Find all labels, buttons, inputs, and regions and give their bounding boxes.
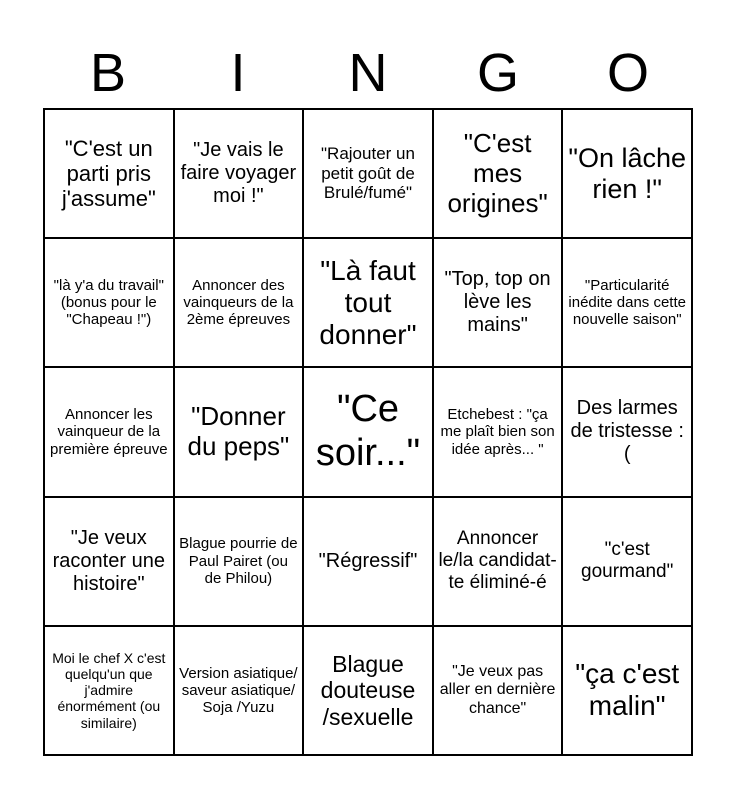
bingo-cell[interactable]	[433, 238, 563, 367]
bingo-cell[interactable]	[44, 626, 174, 755]
bingo-cell-text: Annoncer des vainqueurs de la 2ème épreuves	[183, 276, 294, 329]
bingo-cell-text: Version asiatique/ saveur asiatique/ Soja /Yuzu	[179, 664, 298, 717]
bingo-cell-text: Blague pourrie de Paul Pairet (ou de Philou)	[179, 535, 298, 587]
bingo-cell[interactable]	[562, 497, 692, 626]
bingo-cell-text: Des larmes de tristesse :(	[570, 397, 684, 466]
bingo-cell-text: Annoncer les vainqueur de la première épreuve	[50, 406, 168, 458]
bingo-cell[interactable]	[44, 238, 174, 367]
bingo-cell[interactable]	[303, 367, 433, 496]
bingo-cell[interactable]	[562, 109, 692, 238]
bingo-cell-text: "Donner du peps"	[187, 401, 290, 461]
bingo-cell[interactable]	[174, 238, 304, 367]
bingo-cell-text: Blague douteuse /sexuelle	[320, 650, 416, 730]
bingo-cell[interactable]	[174, 367, 304, 496]
bingo-cell[interactable]	[303, 497, 433, 626]
bingo-cell-text: "C'est un parti pris j'assume"	[61, 135, 156, 212]
bingo-cell-text: Annoncer le/la candidat-te éliminé-é	[438, 528, 557, 594]
header-letter-o: O	[606, 43, 649, 103]
bingo-cell[interactable]	[174, 109, 304, 238]
bingo-cell-text: "Particularité inédite dans cette nouvelle saison"	[568, 276, 686, 329]
bingo-cell[interactable]	[433, 626, 563, 755]
bingo-cell[interactable]	[303, 238, 433, 367]
bingo-cell-text: "Là faut tout donner"	[319, 254, 417, 350]
bingo-cell-text: "Je veux raconter une histoire"	[52, 526, 165, 595]
bingo-cell-text: "Je vais le faire voyager moi !"	[180, 139, 297, 208]
bingo-cell-text: "ça c'est malin"	[575, 658, 680, 722]
bingo-cell[interactable]	[44, 367, 174, 496]
bingo-cell-text: Etchebest : "ça me plaît bien son idée après... "	[440, 406, 555, 458]
bingo-cell-text: "Régressif"	[318, 549, 418, 572]
bingo-cell-text: "c'est gourmand"	[581, 539, 674, 583]
bingo-cell-text: "Je veux pas aller en dernière chance"	[439, 662, 556, 717]
bingo-card	[43, 108, 693, 756]
bingo-cell-text: "Ce soir..."	[315, 388, 421, 474]
header-letter-b: B	[89, 43, 127, 103]
bingo-cell[interactable]	[174, 497, 304, 626]
bingo-cell-text: "Rajouter un petit goût de Brulé/fumé"	[321, 144, 415, 203]
bingo-cell[interactable]	[44, 109, 174, 238]
bingo-cell[interactable]	[562, 367, 692, 496]
header-letter-g: G	[476, 43, 519, 103]
bingo-cell-text: "On lâche rien !"	[568, 142, 687, 204]
bingo-cell-text: "là y'a du travail" (bonus pour le "Chapeau !")	[53, 276, 164, 329]
bingo-cell[interactable]	[562, 238, 692, 367]
bingo-cell[interactable]	[433, 497, 563, 626]
bingo-cell-text: Moi le chef X c'est quelqu'un que j'admire énormément (ou similaire)	[52, 650, 166, 731]
header-letter-n: N	[348, 43, 388, 103]
bingo-cell[interactable]	[433, 367, 563, 496]
bingo-cell-text: "Top, top on lève les mains"	[444, 268, 551, 337]
bingo-header	[43, 38, 693, 108]
header-letter-i: I	[230, 43, 246, 103]
bingo-cell[interactable]	[433, 109, 563, 238]
bingo-cell[interactable]	[174, 626, 304, 755]
bingo-cell[interactable]	[44, 497, 174, 626]
bingo-cell[interactable]	[303, 109, 433, 238]
bingo-cell[interactable]	[562, 626, 692, 755]
bingo-cell-text: "C'est mes origines"	[447, 127, 548, 218]
bingo-cell[interactable]	[303, 626, 433, 755]
